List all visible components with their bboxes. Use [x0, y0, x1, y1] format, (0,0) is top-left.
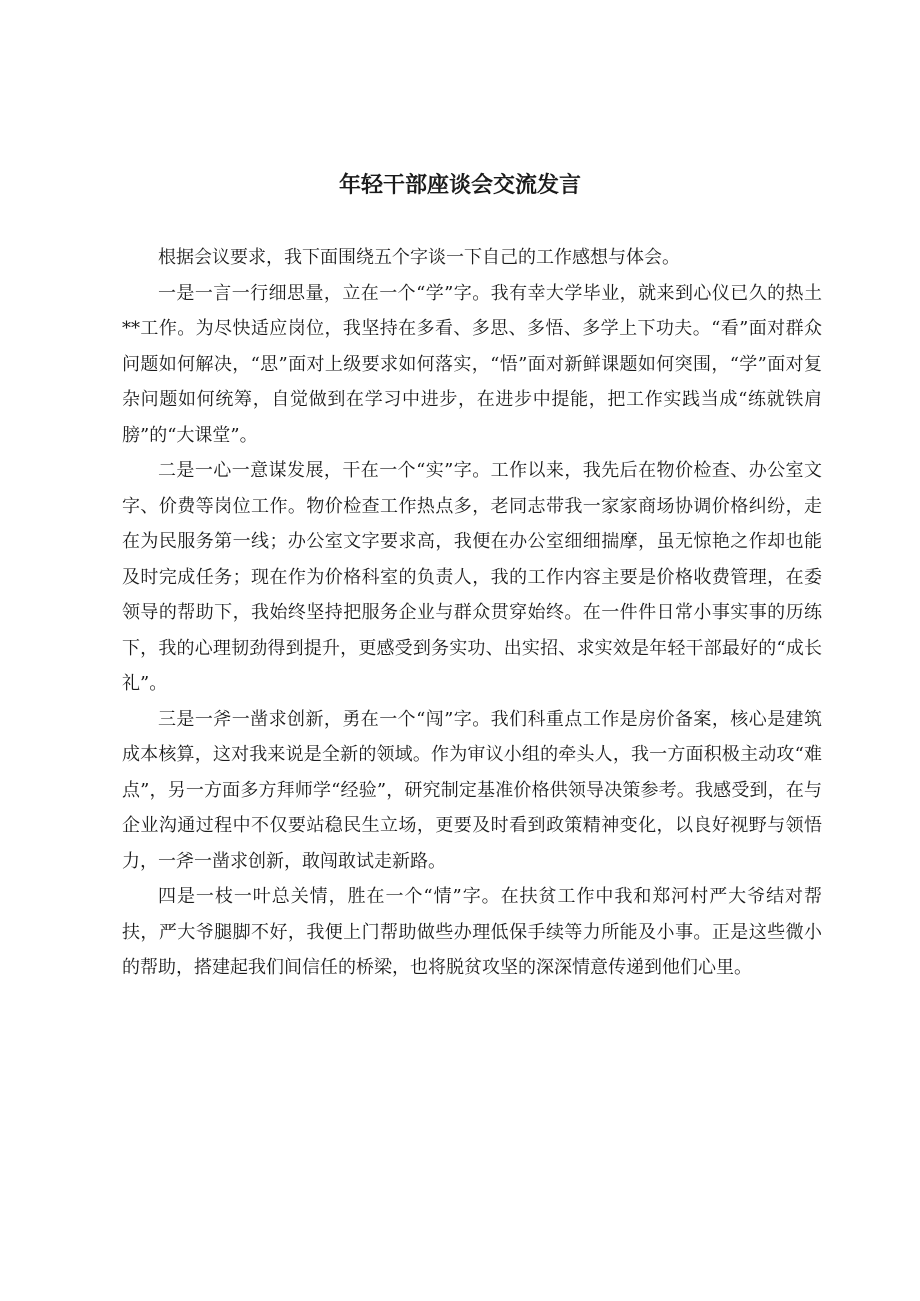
paragraph-intro: 根据会议要求，我下面围绕五个字谈一下自己的工作感想与体会。 — [158, 247, 680, 268]
document-title: 年轻干部座谈会交流发言 — [338, 173, 581, 198]
paragraph-care: 四是一枝一叶总关情，胜在一个“情”字。在扶贫工作中我和郑河村严大爷结对帮扶，严大爷腿脚不好，我便上门帮助做些办理低保手续等力所能及小事。正是这些微小的帮助，搭建起我们间信任的桥梁，也将脱贫攻坚的深深情意传递到他们心里。 — [122, 886, 822, 978]
paragraph-practice: 二是一心一意谋发展，干在一个“实”字。工作以来，我先后在物价检查、办公室文字、价费等岗位工作。物价检查工作热点多，老同志带我一家家商场协调价格纠纷，走在为民服务第一线；办公室文字要求高，我便在办公室细细揣摩，虽无惊艳之作却也能及时完成任务；现在作为价格科室的负责人，我的工作内容主要是价格收费管理，在委领导的帮助下，我始终坚持把服务企业与群众贯穿始终。在一件件日常小事实事的历练下，我的心理韧劲得到提升，更感受到务实功、出实招、求实效是年轻干部最好的“成长礼”。 — [122, 460, 822, 694]
document-body — [122, 240, 822, 986]
paragraph-innovation: 三是一斧一凿求创新，勇在一个“闯”字。我们科重点工作是房价备案，核心是建筑成本核算，这对我来说是全新的领域。作为审议小组的牵头人，我一方面积极主动攻“难点”，另一方面多方拜师学“经验”，研究制定基准价格供领导决策参考。我感受到，在与企业沟通过程中不仅要站稳民生立场，更要及时看到政策精神变化，以良好视野与领悟力，一斧一凿求创新，敢闯敢试走新路。 — [122, 708, 822, 872]
paragraph-study: 一是一言一行细思量，立在一个“学”字。我有幸大学毕业，就来到心仪已久的热土**工作。为尽快适应岗位，我坚持在多看、多思、多悟、多学上下功夫。“看”面对群众问题如何解决，“思”面对上级要求如何落实，“悟”面对新鲜课题如何突围，“学”面对复杂问题如何统筹，自觉做到在学习中进步，在进步中提能，把工作实践当成“练就铁肩膀”的“大课堂”。 — [122, 282, 822, 446]
